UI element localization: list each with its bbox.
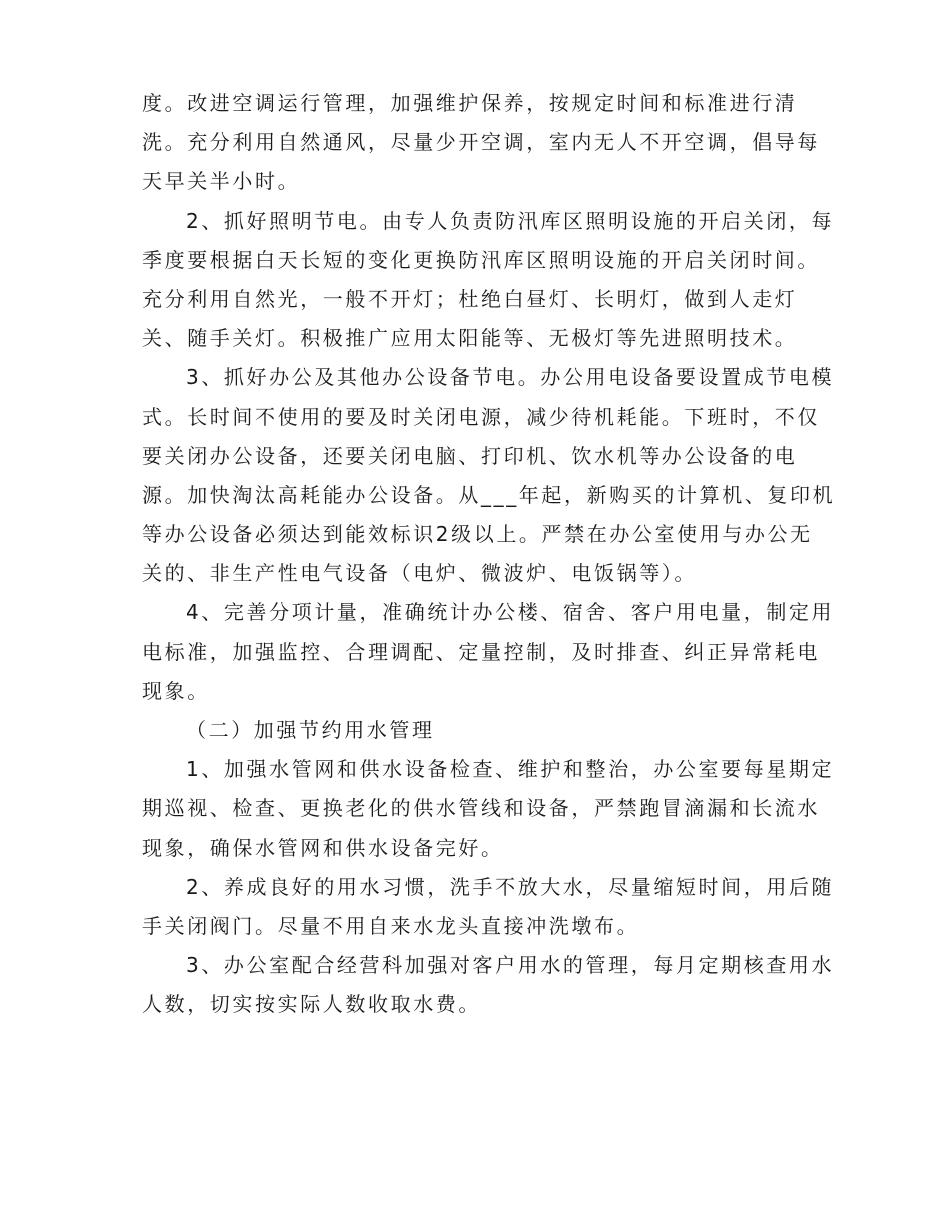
paragraph-start-line: 1、加强水管网和供水设备检查、维护和整治，办公室要每星期定 [186, 757, 835, 782]
text-line: 关、随手关灯。积极推广应用太阳能等、无极灯等先进照明技术。 [142, 326, 798, 351]
text-line: 现象。 [142, 678, 210, 703]
paragraph-start-line: 3、抓好办公及其他办公设备节电。办公用电设备要设置成节电模 [186, 365, 835, 390]
paragraph-start-line: 3、办公室配合经营科加强对客户用水的管理，每月定期核查用水 [186, 953, 835, 978]
section-heading: （二）加强节约用水管理 [186, 718, 435, 742]
text-line: 等办公设备必须达到能效标识2级以上。严禁在办公室使用与办公无 [142, 522, 813, 547]
text-line: 期巡视、检查、更换老化的供水管线和设备，严禁跑冒滴漏和长流水 [142, 796, 820, 821]
text-line: 天早关半小时。 [142, 169, 301, 194]
document-body [142, 84, 836, 1025]
text-line: 度。改进空调运行管理，加强维护保养，按规定时间和标准进行清 [142, 91, 798, 115]
paragraph-start-line: 4、完善分项计量，准确统计办公楼、宿舍、客户用电量，制定用 [186, 600, 835, 625]
text-line: 季度要根据白天长短的变化更换防汛库区照明设施的开启关闭时间。 [142, 247, 820, 272]
text-line: 手关闭阀门。尽量不用自来水龙头直接冲洗墩布。 [142, 913, 640, 938]
text-line: 源。加快淘汰高耗能办公设备。从___年起，新购买的计算机、复印机 [142, 482, 836, 507]
text-line: 洗。充分利用自然通风，尽量少开空调，室内无人不开空调，倡导每 [142, 130, 820, 155]
text-line: 关的、非生产性电气设备（电炉、微波炉、电饭锅等）。 [142, 561, 697, 586]
paragraph-start-line: 2、抓好照明节电。由专人负责防汛库区照明设施的开启关闭，每 [186, 208, 835, 233]
text-line: 电标准，加强监控、合理调配、定量控制，及时排查、纠正异常耗电 [142, 639, 820, 664]
paragraph-start-line: 2、养成良好的用水习惯，洗手不放大水，尽量缩短时间，用后随 [186, 874, 835, 899]
text-line: 要关闭办公设备，还要关闭电脑、打印机、饮水机等办公设备的电 [142, 443, 798, 468]
text-line: 人数，切实按实际人数收取水费。 [142, 992, 481, 1017]
text-line: 式。长时间不使用的要及时关闭电源，减少待机耗能。下班时，不仅 [142, 404, 820, 429]
text-line: 充分利用自然光，一般不开灯；杜绝白昼灯、长明灯，做到人走灯 [142, 286, 798, 311]
text-line: 现象，确保水管网和供水设备完好。 [142, 835, 504, 860]
